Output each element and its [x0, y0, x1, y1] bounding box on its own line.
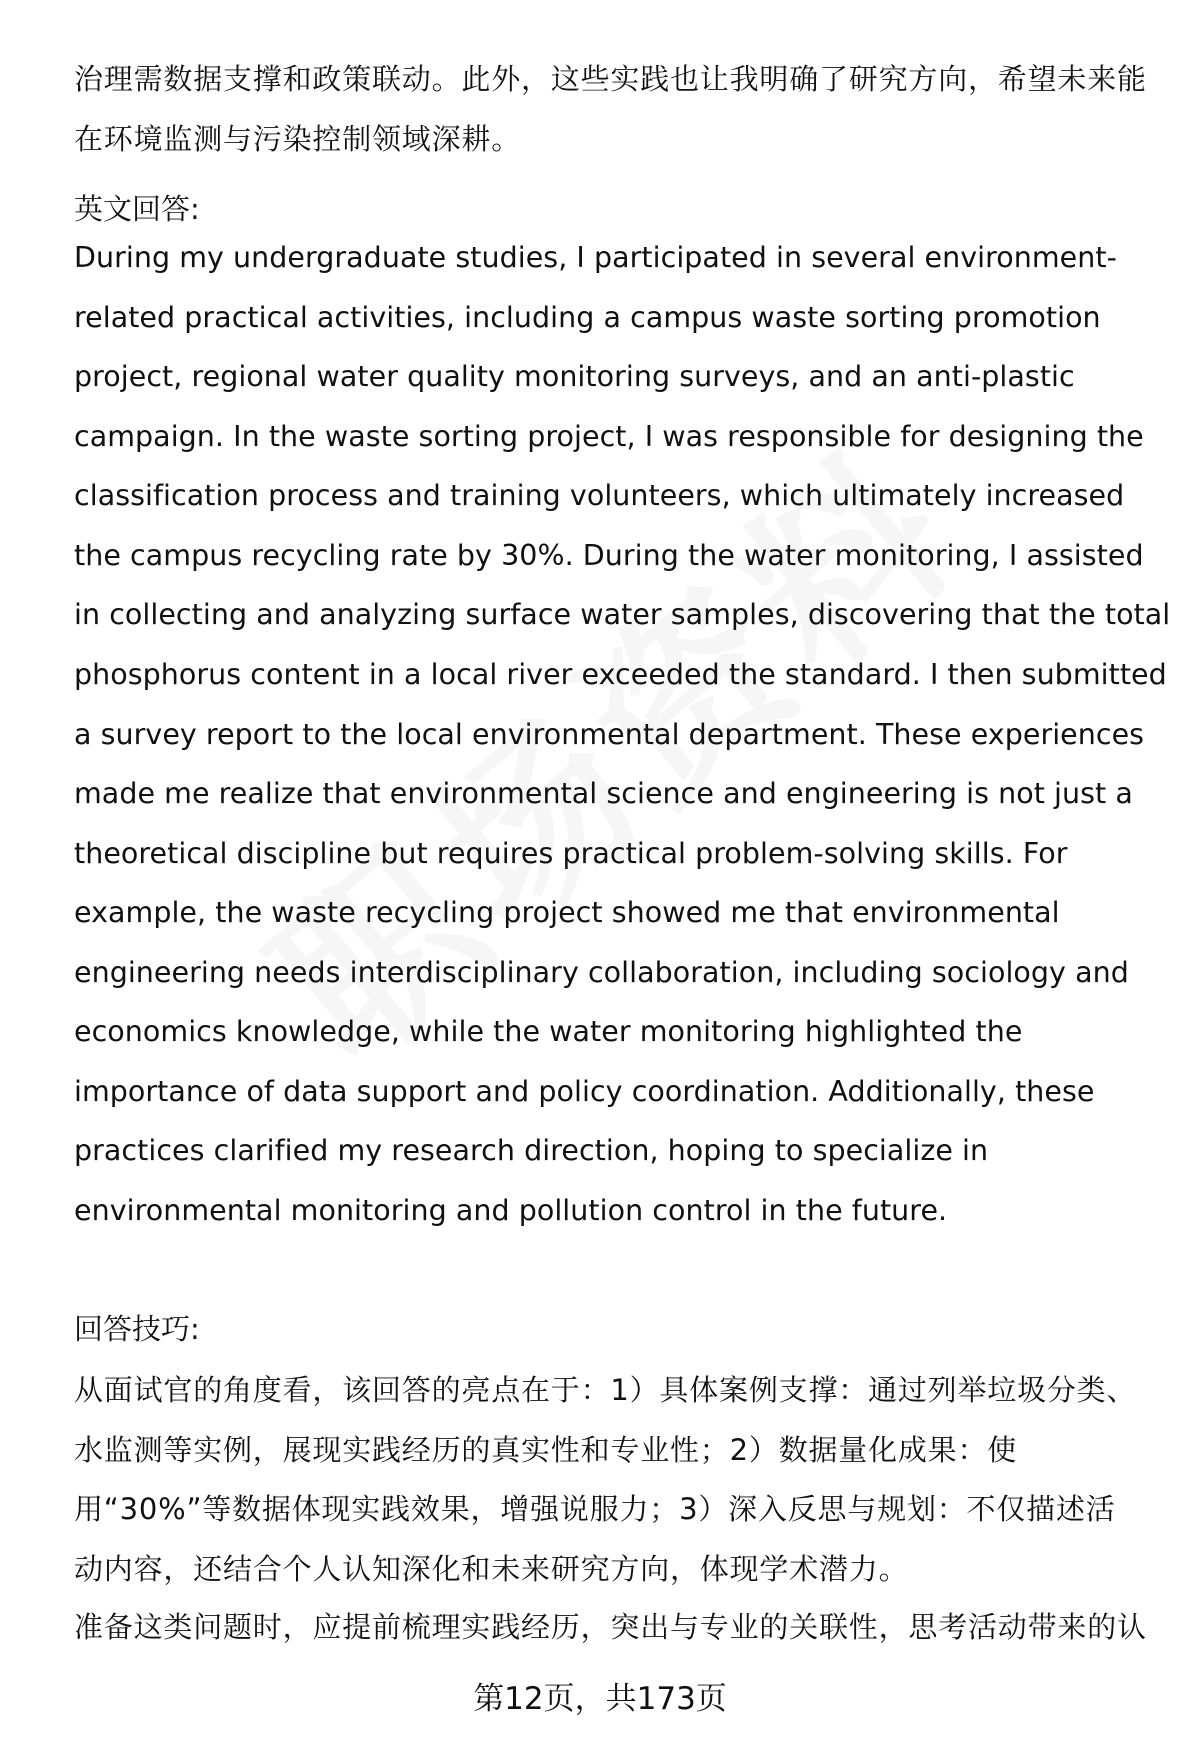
intro-line-2: 在环境监测与污染控制领域深耕。 [74, 122, 522, 156]
english-line-5: classification process and training volunteers, which ultimately increased [74, 479, 1125, 512]
tips-line-2: 水监测等实例，展现实践经历的真实性和专业性；2）数据量化成果：使 [74, 1433, 1018, 1467]
english-line-9: a survey report to the local environmental department. These experiences [74, 718, 1145, 751]
english-line-2: related practical activities, including a campus waste sorting promotion [74, 301, 1101, 334]
tips-line-1: 从面试官的角度看，该回答的亮点在于：1）具体案例支撑：通过列举垃圾分类、 [74, 1373, 1137, 1407]
english-line-8: phosphorus content in a local river exceeded the standard. I then submitted [74, 658, 1167, 691]
page-number: 第12页，共173页 [473, 1681, 727, 1717]
intro-line-1: 治理需数据支撑和政策联动。此外，这些实践也让我明确了研究方向，希望未来能 [74, 62, 1147, 96]
english-line-10: made me realize that environmental science and engineering is not just a [74, 777, 1133, 810]
english-line-3: project, regional water quality monitoring surveys, and an anti-plastic [74, 360, 1075, 393]
english-line-11: theoretical discipline but requires practical problem-solving skills. For [74, 837, 1068, 870]
english-line-6: the campus recycling rate by 30%. During the water monitoring, I assisted [74, 539, 1144, 572]
english-line-14: economics knowledge, while the water monitoring highlighted the [74, 1015, 1023, 1048]
english-line-15: importance of data support and policy coordination. Additionally, these [74, 1075, 1095, 1108]
tips-line-3: 用“30%”等数据体现实践效果，增强说服力；3）深入反思与规划：不仅描述活 [74, 1492, 1116, 1526]
english-line-17: environmental monitoring and pollution control in the future. [74, 1194, 948, 1227]
english-answer-heading: 英文回答: [74, 192, 200, 226]
english-line-4: campaign. In the waste sorting project, I was responsible for designing the [74, 420, 1144, 453]
english-line-13: engineering needs interdisciplinary collaboration, including sociology and [74, 956, 1129, 989]
english-line-7: in collecting and analyzing surface water samples, discovering that the total [74, 598, 1171, 631]
english-line-12: example, the waste recycling project showed me that environmental [74, 896, 1060, 929]
tips-line-4: 动内容，还结合个人认知深化和未来研究方向，体现学术潜力。 [74, 1552, 909, 1586]
tips-line-5: 准备这类问题时，应提前梳理实践经历，突出与专业的关联性，思考活动带来的认 [74, 1610, 1147, 1644]
english-line-1: During my undergraduate studies, I participated in several environment- [74, 241, 1117, 274]
tips-heading: 回答技巧: [74, 1312, 200, 1346]
english-line-16: practices clarified my research direction, hoping to specialize in [74, 1134, 989, 1167]
